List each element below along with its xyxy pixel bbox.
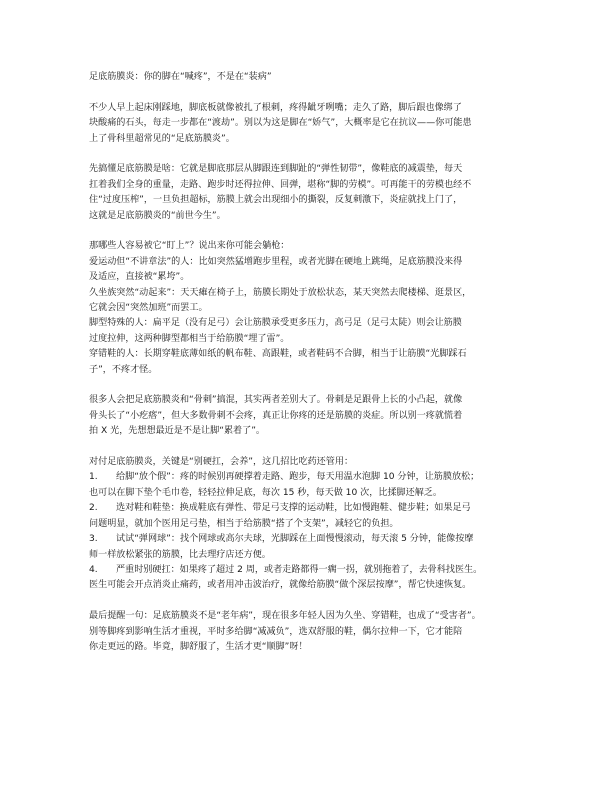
document-page — [89, 70, 521, 671]
bone-spur-paragraph — [89, 393, 521, 439]
spur-line: 骨头长了“小疙瘩”，但大多数骨刺不会疼，真正让你疼的还是筋膜的炎症。所以别一疼就慌着 — [89, 410, 463, 421]
tip-item — [89, 470, 521, 501]
risk-heading: 那哪些人容易被它“盯上”？说出来你可能会躺枪： — [89, 241, 290, 252]
closing-line: 你走更远的路。毕竟，脚舒服了，生活才更“顺脚”呀！ — [89, 641, 308, 652]
document-title — [89, 70, 521, 85]
risk-group-line: 脚型特殊的人：扁平足（没有足弓）会让筋膜承受更多压力，高弓足（足弓太陡）则会让筋膜 — [89, 318, 462, 329]
intro-paragraph — [89, 101, 521, 147]
risk-group-line: 子”，不疼才怪。 — [89, 364, 158, 375]
tip-number: 3. — [89, 534, 98, 545]
tip-text: 试试“弹网球”：找个网球或高尔夫球，光脚踩在上面慢慢滚动，每天滚 5 分钟，能像按摩 — [116, 534, 474, 545]
tip-number: 4. — [89, 564, 98, 575]
intro-line: 上了骨科里超常见的“足底筋膜炎”。 — [89, 133, 235, 144]
tip-text: 问题明显，就加个医用足弓垫，相当于给筋膜“搭了个支架”，减轻它的负担。 — [89, 518, 399, 529]
closing-line: 最后提醒一句：足底筋膜炎不是“老年病”，现在很多年轻人因为久坐、穿错鞋，也成了“受害者”。 — [89, 611, 481, 622]
tip-item — [89, 532, 521, 563]
risk-group-line: 它就会因“突然加班”而罢工。 — [89, 303, 208, 314]
explain-line: 扛着我们全身的重量，走路、跑步时还得拉伸、回弹，堪称“脚的劳模”。可再能干的劳模也经不 — [89, 179, 472, 190]
explain-line: 先搞懂足底筋膜是啥：它就是脚底那层从脚跟连到脚趾的“弹性韧带”，像鞋底的减震垫，每天 — [89, 164, 463, 175]
tip-text: 医生可能会开点消炎止痛药，或者用冲击波治疗，就像给筋膜“做个深层按摩”，帮它快速恢复。 — [89, 580, 472, 591]
closing-line: 别等脚疼到影响生活才重视，平时多给脚“减减负”，选双舒服的鞋，偶尔拉伸一下，它才能陪 — [89, 626, 463, 637]
risk-group-line: 穿错鞋的人：长期穿鞋底薄如纸的帆布鞋、高跟鞋，或者鞋码不合脚，相当于让筋膜“光脚踩石 — [89, 349, 467, 360]
tip-number: 2. — [89, 503, 98, 514]
tip-text: 严重时别硬扛：如果疼了超过 2 周，或者走路都得一瘸一拐，就别拖着了，去骨科找医生。 — [116, 564, 483, 575]
intro-line: 块酸痛的石头，每走一步都在“渡劫”。别以为这是脚在“娇气”，大概率是它在抗议——你可能患 — [89, 118, 472, 129]
title-line: 足底筋膜炎：你的脚在“喊疼”，不是在“装病” — [89, 72, 272, 82]
explain-paragraph — [89, 162, 521, 224]
risk-group-line: 及适应，直接被“累垮”。 — [89, 272, 190, 283]
spur-line: 拍 X 光，先想想最近是不是让脚“累着了”。 — [89, 426, 266, 437]
tip-text: 师一样放松紧张的筋膜，比去理疗店还方便。 — [89, 549, 271, 560]
explain-line: 住“过度压榨”，一旦负担超标，筋膜上就会出现细小的撕裂，反复刺激下，炎症就找上门了， — [89, 195, 463, 206]
tip-item — [89, 563, 521, 594]
risk-group-line: 爱运动但“不讲章法”的人：比如突然猛增跑步里程，或者光脚在硬地上跳绳，足底筋膜没来得 — [89, 256, 463, 267]
closing-paragraph — [89, 609, 521, 655]
tips-section — [89, 455, 521, 594]
explain-line: 这就是足底筋膜炎的“前世今生”。 — [89, 210, 226, 221]
tip-text: 也可以在脚下垫个毛巾卷，轻轻拉伸足底，每次 15 秒，每天做 10 次，比揉脚还解乏。 — [89, 487, 442, 498]
tip-number: 1. — [89, 472, 98, 483]
intro-line: 不少人早上起床刚踩地，脚底板就像被扎了根刺，疼得龇牙咧嘴；走久了路，脚后跟也像绑了 — [89, 102, 462, 113]
risk-group-line: 久坐族突然“动起来”：天天瘫在椅子上，筋膜长期处于放松状态，某天突然去爬楼梯、逛景区， — [89, 287, 472, 298]
tip-item — [89, 501, 521, 532]
tip-text: 选对鞋和鞋垫：换成鞋底有弹性、带足弓支撑的运动鞋，比如慢跑鞋、健步鞋；如果足弓 — [116, 503, 471, 514]
spur-line: 很多人会把足底筋膜炎和“骨刺”搞混，其实两者差别大了。骨刺是足跟骨上长的小凸起，就像 — [89, 395, 463, 406]
tips-heading: 对付足底筋膜炎，关键是“别硬扛，会养”，这几招比吃药还管用： — [89, 457, 354, 468]
tip-text: 给脚“放个假”：疼的时候别再硬撑着走路、跑步，每天用温水泡脚 10 分钟，让筋膜放松； — [116, 472, 480, 483]
risk-paragraph — [89, 239, 521, 378]
risk-group-line: 过度拉伸，这两种脚型都相当于给筋膜“埋了雷”。 — [89, 333, 290, 344]
